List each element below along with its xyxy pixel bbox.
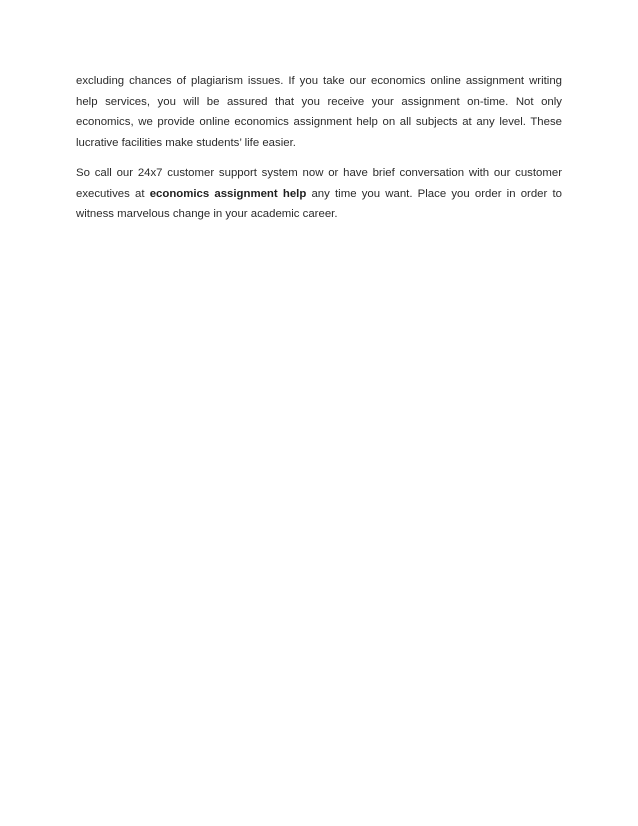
paragraph-text-before: So call our 24x7 customer support system now or have brief conversation with our customer executives at xyxy=(76,167,562,200)
document-body xyxy=(76,71,562,235)
paragraph-customer-support xyxy=(76,163,562,225)
paragraph-text-after: any time you want. Place you order in order to witness marvelous change in your academic career. xyxy=(76,187,562,220)
paragraph-plagiarism: excluding chances of plagiarism issues. If you take our economics online assignment writing help services, you will be assured that you receive your assignment on-time. Not only economics, we provide online economics assignment help on all subjects at any level. These lucrative facilities make students’ life easier. xyxy=(76,75,562,149)
economics-assignment-help-link[interactable]: economics assignment help xyxy=(149,187,307,200)
